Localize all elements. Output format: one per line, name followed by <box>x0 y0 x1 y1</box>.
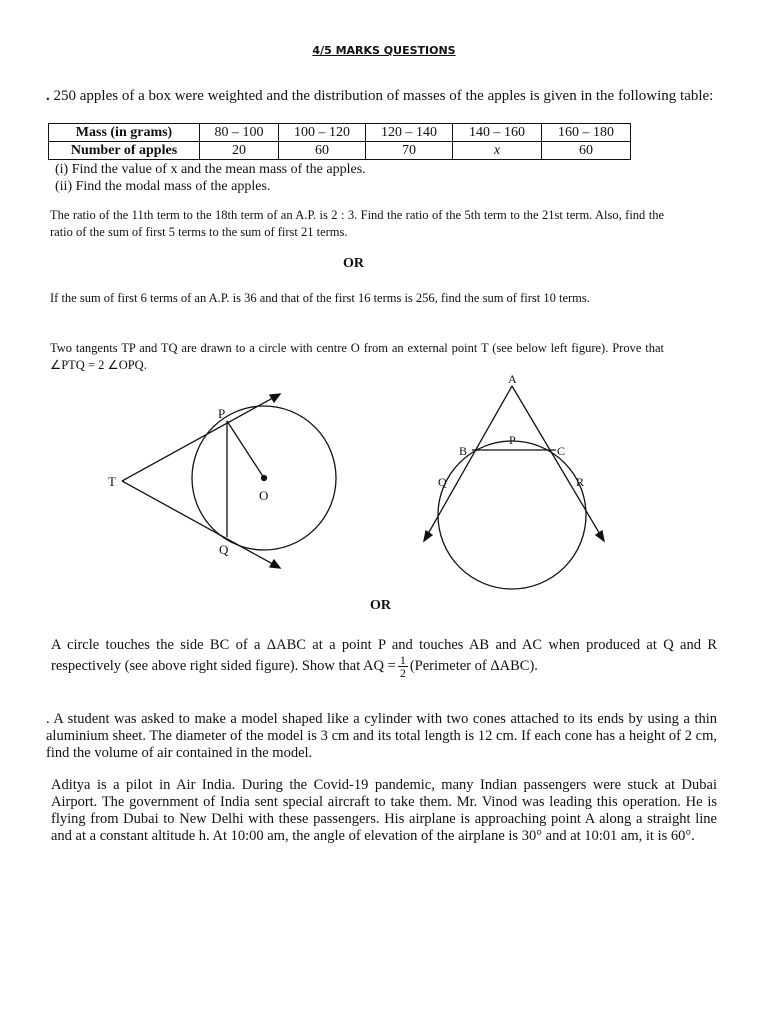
question-1-part-ii: (ii) Find the modal mass of the apples. <box>55 179 271 194</box>
question-3-alt <box>51 636 717 679</box>
question-4-text: A student was asked to make a model shaped like a cylinder with two cones attached to its ends by using a thin aluminium sheet. The diameter of the model is 3 cm and its total length is 12 cm. If each cone has a height of 2 cm, find the volume of air contained in the model. <box>46 711 718 761</box>
label-q: Q <box>219 542 229 557</box>
question-3-alt-text-end: (Perimeter of ΔABC). <box>409 657 538 674</box>
question-1-part-i: (i) Find the value of x and the mean mass of the apples. <box>55 162 366 177</box>
arrowhead-left <box>424 531 432 541</box>
centre-dot <box>262 476 267 481</box>
left-tangent-figure <box>122 394 336 568</box>
question-4 <box>46 711 717 762</box>
table-cell: 120 – 140 <box>366 124 453 142</box>
label-c: C <box>557 444 566 458</box>
table-row-header: Mass (in grams) <box>49 124 200 142</box>
label-p: P <box>218 406 226 421</box>
label-b: B <box>459 444 468 458</box>
question-1-bullet: . <box>46 88 50 104</box>
tangent-tq <box>122 481 280 568</box>
question-1-text: 250 apples of a box were weighted and the distribution of masses of the apples is given in the following table: <box>53 88 714 104</box>
question-4-bullet: . <box>46 711 50 727</box>
section-heading: 4/5 MARKS QUESTIONS <box>312 44 456 57</box>
table-cell: x <box>453 142 542 160</box>
table-cell: 60 <box>279 142 366 160</box>
label-r: R <box>576 475 585 489</box>
fraction-half <box>398 654 408 679</box>
arrowhead-p <box>270 394 280 402</box>
table-row-header: Number of apples <box>49 142 200 160</box>
radius-op <box>227 421 264 478</box>
table-cell: 60 <box>542 142 631 160</box>
label-o: O <box>259 488 269 503</box>
right-circle <box>438 441 586 589</box>
or-label: OR <box>343 256 364 271</box>
tangent-tp <box>122 394 280 481</box>
fraction-denominator: 2 <box>399 666 406 680</box>
arrowhead-right <box>596 531 604 541</box>
table-cell: 160 – 180 <box>542 124 631 142</box>
question-2-text: The ratio of the 11th term to the 18th term of an A.P. is 2 : 3. Find the ratio of the 5th term to the 21st term. Also, find the ratio of the sum of first 5 terms to the sum of first 21 terms. <box>50 208 664 239</box>
line-ac-extended <box>512 386 604 541</box>
fraction-numerator: 1 <box>399 653 406 667</box>
table-cell: 100 – 120 <box>279 124 366 142</box>
left-figure-labels <box>108 406 268 557</box>
label-a: A <box>508 372 517 386</box>
question-3-alt-text: A circle touches the side BC of a ΔABC at a point P and touches AB and AC when produced at Q and R respectively (see above right sided figure). Show that AQ = <box>51 637 717 674</box>
table-cell: 70 <box>366 142 453 160</box>
table-cell: 80 – 100 <box>200 124 279 142</box>
question-2-alt-text: If the sum of first 6 terms of an A.P. is 36 and that of the first 16 terms is 256, find the sum of first 10 terms. <box>50 291 590 305</box>
table-cell: 20 <box>200 142 279 160</box>
or-label: OR <box>370 598 391 613</box>
label-q: Q <box>438 475 447 489</box>
question-5-text: Aditya is a pilot in Air India. During the Covid-19 pandemic, many Indian passengers were stuck at Dubai Airport. The government of India sent special aircraft to take them. Mr. Vinod was leading this operation. He is flying from Dubai to New Delhi with these passengers. His airplane is approaching point A along a straight line and at a constant altitude h. At 10:00 am, the angle of elevation of the airplane is 30° and at 10:01 am, it is 60°. <box>51 777 717 844</box>
label-p: P <box>509 433 516 447</box>
line-ab-extended <box>424 386 512 541</box>
label-t: T <box>108 474 116 489</box>
question-3-text: Two tangents TP and TQ are drawn to a circle with centre O from an external point T (see below left figure). Prove that ∠PTQ = 2 ∠OPQ. <box>50 341 664 372</box>
arrowhead-q <box>270 560 280 568</box>
table-cell: 140 – 160 <box>453 124 542 142</box>
